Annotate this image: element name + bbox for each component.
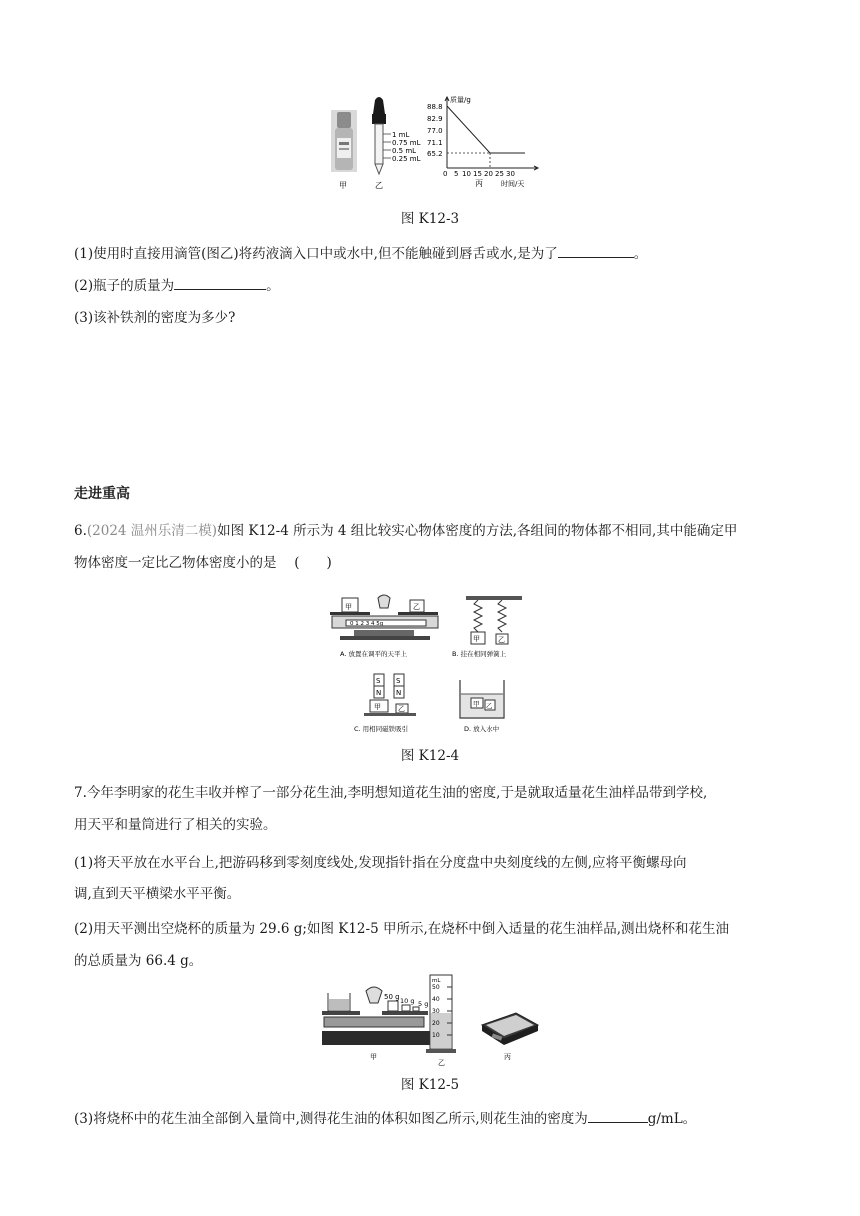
- obj-jia: 甲: [345, 603, 352, 611]
- graph-y-tick: 88.8: [427, 103, 443, 111]
- dropper-image: [372, 97, 391, 174]
- obj-jia: 甲: [473, 700, 480, 708]
- magnet-s: S: [376, 677, 381, 685]
- answer-blank[interactable]: [558, 243, 634, 258]
- mass-time-graph: [427, 95, 538, 188]
- graph-y-title: 质量/g: [450, 96, 471, 104]
- dropper-mark: 1 mL: [392, 131, 410, 139]
- q7-part1-cont: 调,直到天平横梁水平平衡。: [74, 886, 241, 902]
- q5-part1-text: (1)使用时直接用滴管(图乙)将药液滴入口中或水中,但不能触碰到唇舌或水,是为了: [74, 246, 558, 262]
- q5-part2-text: (2)瓶子的质量为: [74, 278, 175, 294]
- figure-caption: 图 K12-5: [400, 1077, 460, 1093]
- cylinder-tick: 20: [432, 1020, 440, 1027]
- panel-b-caption: B. 挂在相同弹簧上: [452, 650, 507, 658]
- obj-yi: 乙: [398, 705, 405, 713]
- graduated-cylinder: [426, 975, 456, 1053]
- dropper-mark: 0.25 mL: [392, 155, 421, 163]
- scale-numbers: 0 1 2 3 4 5g: [350, 621, 384, 627]
- cylinder-tick: 30: [432, 1008, 440, 1015]
- graph-x-tick: 30: [506, 170, 515, 178]
- q7-part3-text: (3)将烧杯中的花生油全部倒入量筒中,测得花生油的体积如图乙所示,则花生油的密度为: [74, 1111, 588, 1127]
- figure-k12-4: [326, 592, 534, 738]
- q6-stem: 如图 K12-4 所示为 4 组比较实心物体密度的方法,各组间的物体都不相同,其中能确定甲: [217, 523, 738, 539]
- cylinder-unit: mL: [432, 978, 441, 984]
- q7-part3: (3)将烧杯中的花生油全部倒入量筒中,测得花生油的体积如图乙所示,则花生油的密度为 g/mL。: [74, 1108, 696, 1129]
- q6-number: 6.: [74, 523, 87, 539]
- graph-x-tick: 5: [454, 170, 459, 178]
- dropper-mark: 0.75 mL: [392, 139, 421, 147]
- cylinder-tick: 50: [432, 984, 440, 991]
- graph-x-tick: 20: [484, 170, 493, 178]
- figure-caption: 图 K12-3: [400, 211, 460, 227]
- fig5-label-b: 乙: [438, 1059, 445, 1067]
- magnet-n: N: [396, 689, 402, 697]
- balance-illustration: [322, 987, 430, 1045]
- dropper-mark: 0.5 mL: [392, 147, 417, 155]
- q6-line1: [74, 521, 737, 541]
- cylinder-tick: 40: [432, 996, 440, 1003]
- graph-x-tick: 0: [443, 170, 448, 178]
- obj-jia: 甲: [473, 635, 480, 643]
- weight-label: 5 g: [418, 1000, 429, 1008]
- magnet-n: N: [376, 689, 382, 697]
- panel-c-magnets: [364, 674, 416, 716]
- q5-part3: (3)该补铁剂的密度为多少?: [74, 310, 236, 326]
- mass-line: [447, 106, 525, 153]
- medicine-bottle-image: [331, 110, 357, 172]
- fig3-label-c: 丙: [475, 179, 483, 188]
- q7-line2: 用天平和量筒进行了相关的实验。: [74, 817, 277, 833]
- section-title: 走进重高: [74, 486, 130, 502]
- magnet-s: S: [396, 677, 401, 685]
- weight-label: 50 g: [384, 993, 400, 1001]
- panel-d-beaker: [460, 680, 504, 718]
- q7-line1: 7.今年李明家的花生丰收并榨了一部分花生油,李明想知道花生油的密度,于是就取适量花生油样品带到学校,: [74, 785, 708, 801]
- electronic-scale: [482, 1013, 538, 1045]
- graph-x-title: 时间/天: [501, 180, 525, 188]
- figure-caption: 图 K12-4: [400, 748, 460, 764]
- panel-d-caption: D. 放入水中: [464, 725, 500, 733]
- graph-y-tick: 82.9: [427, 115, 443, 123]
- answer-blank[interactable]: [174, 275, 266, 290]
- obj-yi: 乙: [498, 636, 505, 644]
- graph-x-tick: 10: [462, 170, 471, 178]
- graph-x-tick: 15: [473, 170, 482, 178]
- panel-a-balance: [330, 595, 438, 640]
- weight-label: 10 g: [400, 997, 415, 1005]
- graph-y-tick: 71.1: [427, 139, 443, 147]
- graph-y-tick: 77.0: [427, 127, 443, 135]
- fig5-label-a: 甲: [370, 1053, 377, 1061]
- figure-k12-5: [320, 973, 545, 1068]
- answer-blank[interactable]: [588, 1108, 648, 1123]
- panel-a-caption: A. 放置在调平的天平上: [340, 650, 407, 658]
- graph-x-tick: 25: [495, 170, 504, 178]
- q7-part1: (1)将天平放在水平台上,把游码移到零刻度线处,发现指针指在分度盘中央刻度线的左侧,应将平衡螺母向: [74, 855, 687, 871]
- cylinder-tick: 10: [432, 1032, 440, 1039]
- q6-source: (2024 温州乐清二模): [86, 523, 218, 539]
- figure-k12-3: [325, 92, 540, 197]
- q7-part2-cont: 的总质量为 66.4 g。: [74, 953, 203, 969]
- obj-yi: 乙: [413, 603, 420, 611]
- q7-part2: (2)用天平测出空烧杯的质量为 29.6 g;如图 K12-5 甲所示,在烧杯中倒入适量的花生油样品,测出烧杯和花生油: [74, 921, 730, 937]
- panel-c-caption: C. 用相同磁铁吸引: [354, 725, 409, 733]
- q5-part2: (2)瓶子的质量为 。: [74, 275, 280, 296]
- q5-part1: (1)使用时直接用滴管(图乙)将药液滴入口中或水中,但不能触碰到唇舌或水,是为了 。: [74, 243, 647, 264]
- fig3-label-a: 甲: [339, 181, 347, 190]
- graph-y-tick: 65.2: [427, 150, 443, 158]
- obj-yi: 乙: [486, 702, 493, 710]
- obj-jia: 甲: [374, 703, 381, 711]
- fig3-label-b: 乙: [375, 181, 383, 190]
- q6-line2: 物体密度一定比乙物体密度小的是 ( ): [74, 555, 332, 571]
- fig5-label-c: 丙: [504, 1053, 511, 1061]
